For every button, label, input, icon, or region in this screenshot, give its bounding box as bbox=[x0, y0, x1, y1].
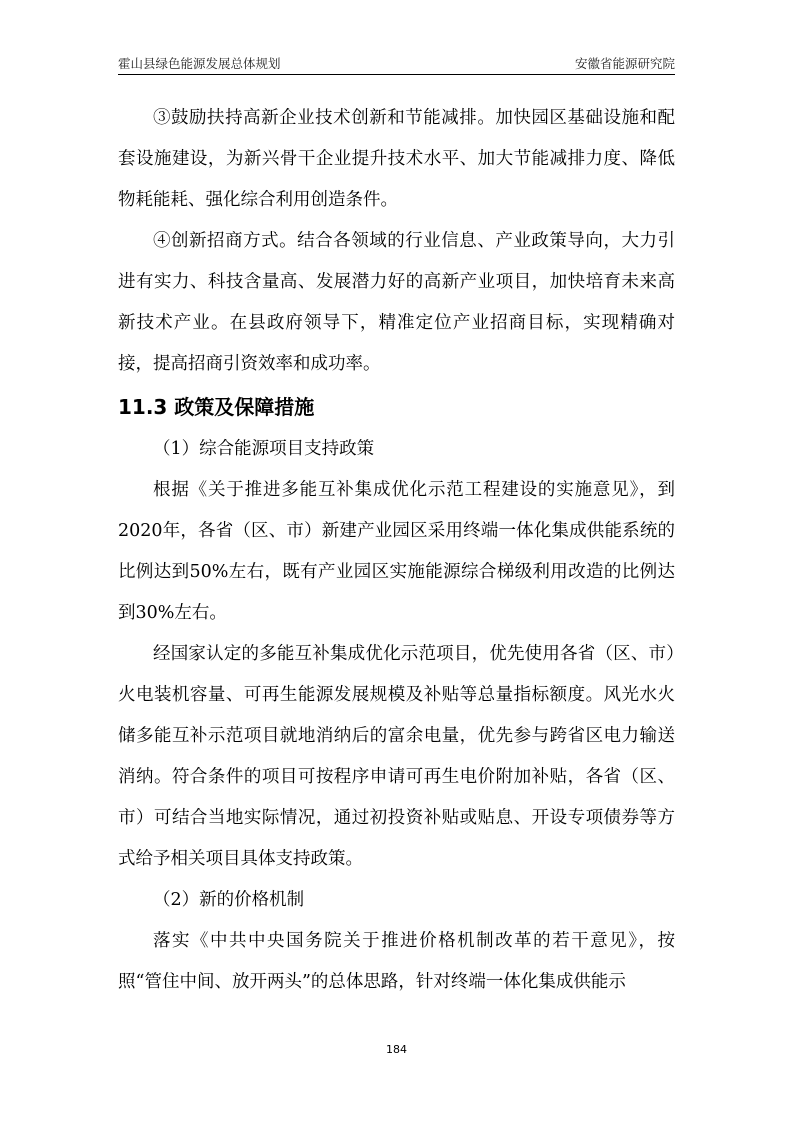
paragraph-investment-attraction: ④创新招商方式。结合各领域的行业信息、产业政策导向，大力引进有实力、科技含量高、发展潜力好的高新产业项目，加快培育未来高新技术产业。在县政府领导下，精准定位产业招商目标，实现精确对接，提高招商引资效率和成功率。 bbox=[118, 231, 675, 374]
subheading-energy-policy: （1）综合能源项目支持政策 bbox=[153, 439, 375, 459]
paragraph-price-reform: 落实《中共中央国务院关于推进价格机制改革的若干意见》，按照“管住中间、放开两头”的总体思路，针对终端一体化集成供能示 bbox=[118, 931, 675, 992]
paragraph-encourage-innovation: ③鼓励扶持高新企业技术创新和节能减排。加快园区基础设施和配套设施建设，为新兴骨干企业提升技术水平、加大节能减排力度、降低物耗能耗、强化综合利用创造条件。 bbox=[118, 108, 675, 210]
header-organization: 安徽省能源研究院 bbox=[574, 56, 675, 71]
page-header bbox=[118, 52, 675, 75]
subheading-price-mechanism: （2）新的价格机制 bbox=[153, 890, 305, 910]
page-body bbox=[118, 98, 675, 1003]
paragraph-demonstration-projects: 经国家认定的多能互补集成优化示范项目，优先使用各省（区、市）火电装机容量、可再生能源发展规模及补贴等总量指标额度。风光水火储多能互补示范项目就地消纳后的富余电量，优先参与跨省区电力输送消纳。符合条件的项目可按程序申请可再生电价附加补贴，各省（区、市）可结合当地实际情况，通过初投资补贴或贴息、开设专项债券等方式给予相关项目具体支持政策。 bbox=[118, 644, 675, 869]
paragraph-implementation-opinion: 根据《关于推进多能互补集成优化示范工程建设的实施意见》，到2020年，各省（区、市）新建产业园区采用终端一体化集成供能系统的比例达到50%左右，既有产业园区实施能源综合梯级利用改造的比例达到30%左右。 bbox=[118, 480, 675, 623]
section-heading: 11.3 政策及保障措施 bbox=[118, 395, 315, 419]
page-number: 184 bbox=[386, 1043, 407, 1056]
header-document-title: 霍山县绿色能源发展总体规划 bbox=[118, 56, 281, 71]
